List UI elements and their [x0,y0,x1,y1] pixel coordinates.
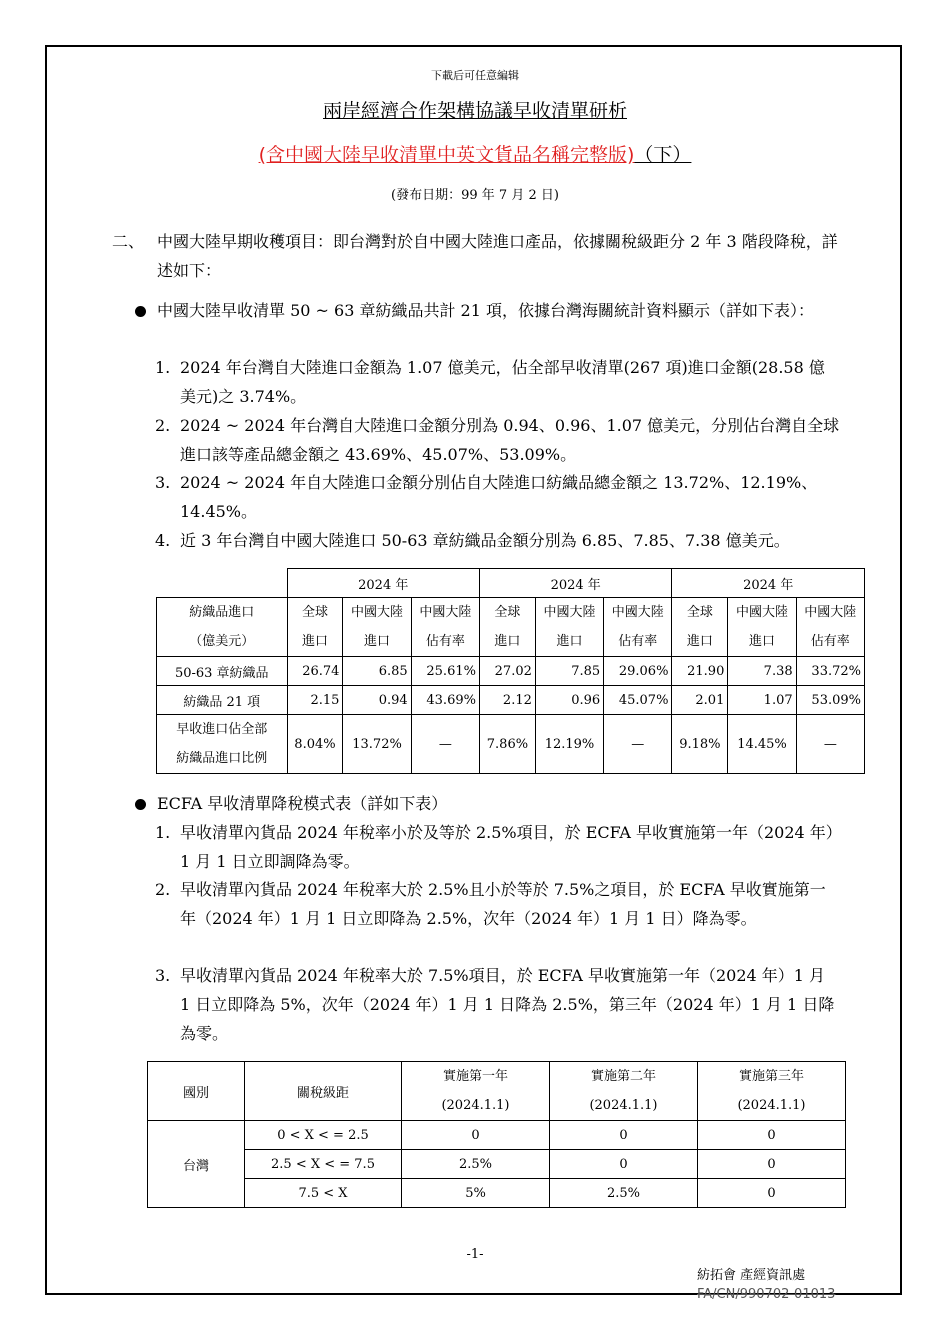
tariff-schedule-table [147,1061,846,1208]
table-row: 2024 年 2024 年 2024 年 [157,569,865,598]
footer-org: 紡拓會 產經資訊處 [697,1268,806,1283]
doc-subtitle [0,140,950,167]
bullet-text: 中國大陸早收清單 50 ~ 63 章紡織品共計 21 項，依據台灣海關統計資料顯示（詳如下表）： [157,301,815,320]
textile-import-table [156,568,865,774]
section-number: 二、 [112,232,145,251]
publish-date: (發布日期：99 年 7 月 2 日) [391,188,559,203]
table-row: 紡織品 21 項 2.15 0.94 43.69% 2.12 0.96 45.07% 2.01 1.07 53.09% [157,686,865,715]
footer-code: FA/CN/990702-01013 [697,1287,836,1302]
table-row: 紡織品進口 （億美元） 全球 進口 中國大陸 進口 中國大陸 佔有率 全球 進口 中國大陸 進口 中國大陸 佔有率 全球 進口 中國大陸 進口 中國大陸 佔有率 [157,598,865,657]
table-row: 50-63 章紡織品 26.74 6.85 25.61% 27.02 7.85 29.06% 21.90 7.38 33.72% [157,657,865,686]
subtitle-red: (含中國大陸早收清單中英文貨品名稱完整版) [258,144,635,166]
bullet-icon [135,306,146,317]
top-note: 下載后可任意編辑 [431,69,519,82]
footer [697,1266,835,1304]
subtitle-suffix: （下） [634,144,692,166]
section-text: 中國大陸早期收穫項目：即台灣對於自中國大陸進口產品，依據關稅級距分 2 年 3 階段降稅，詳述如下： [157,232,838,280]
page-number: -1- [466,1247,484,1262]
table-row: 早收進口佔全部 紡織品進口比例 8.04% 13.72% — 7.86% 12.19% — 9.18% 14.45% — [157,715,865,774]
doc-title: 兩岸經濟合作架構協議早收清單研析 [322,100,627,122]
table-row: 台灣 0 < X < = 2.5 0 0 0 [148,1121,846,1150]
bullet-icon [135,799,146,810]
row-header: 紡織品進口 （億美元） [157,598,288,657]
table-row: 國別 關稅級距 實施第一年 (2024.1.1) 實施第二年 (2024.1.1) 實施第三年 (2024.1.1) [148,1062,846,1121]
table-row: 2.5 < X < = 7.5 2.5% 0 0 [148,1150,846,1179]
bullet-text: ECFA 早收清單降稅模式表（詳如下表） [157,794,448,813]
table-row: 7.5 < X 5% 2.5% 0 [148,1179,846,1208]
